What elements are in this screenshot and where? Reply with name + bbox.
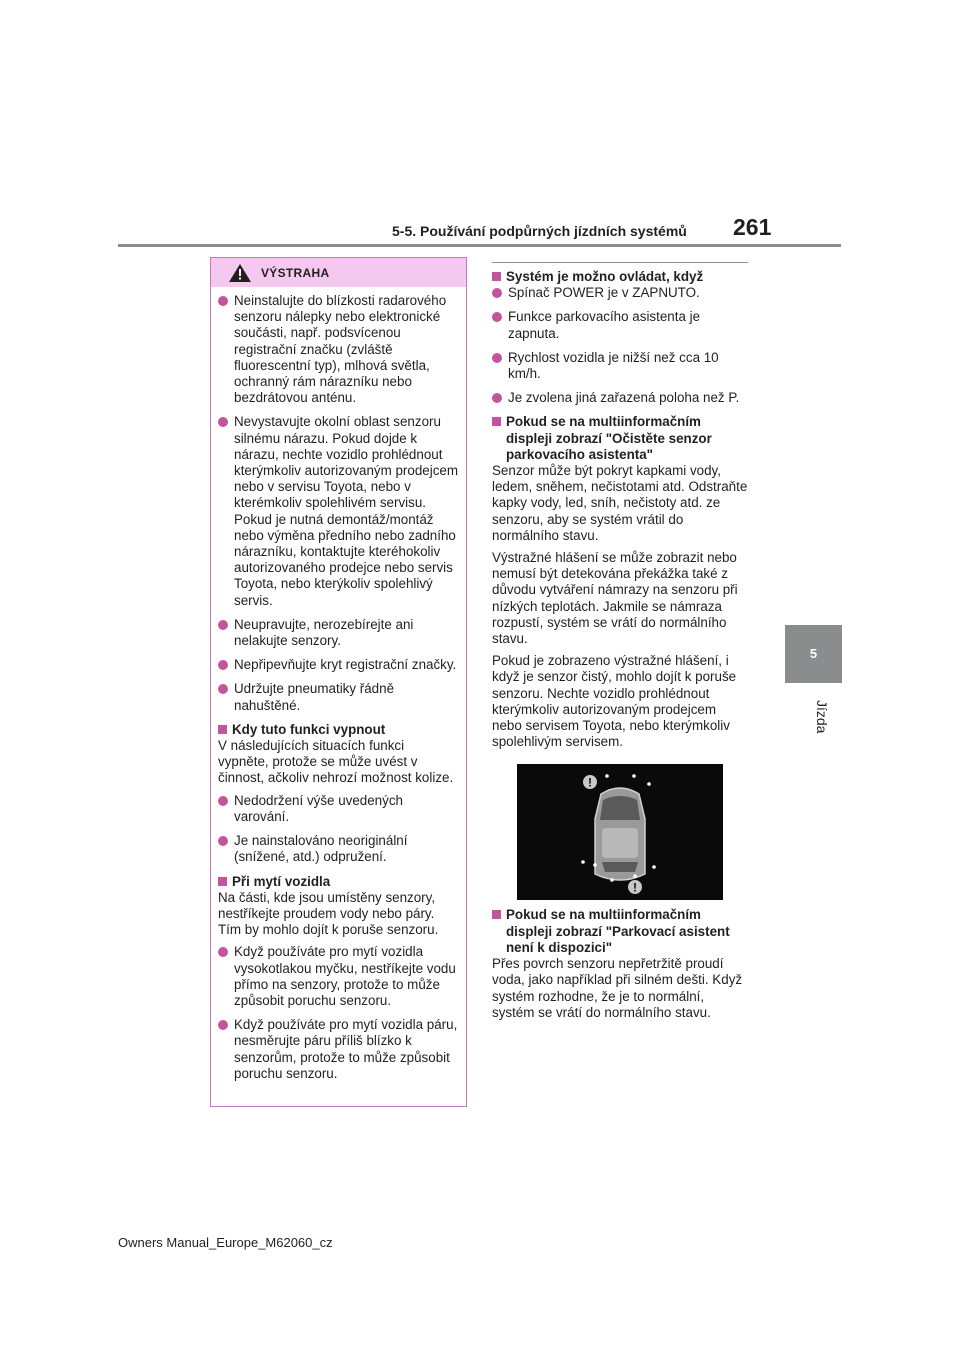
sensor-dot-icon [581, 861, 585, 865]
square-marker-icon [492, 910, 501, 919]
bullet-item [218, 657, 458, 673]
heading-text: Pokud se na multiinformačním displeji zobrazí "Parkovací asistent není k dispozici" [506, 907, 730, 955]
paragraph: Přes povrch senzoru nepřetržitě proudí voda, jako například při silném dešti. Když systém rozhodne, že je to normální, systém se vrátí do normálního stavu. [492, 956, 743, 1020]
heading-text: Systém je možno ovládat, když [506, 269, 704, 284]
car-windshield [600, 796, 640, 820]
bullet-text: Udržujte pneumatiky řádně nahuštěné. [234, 681, 395, 713]
heading-text: Při mytí vozidla [232, 873, 331, 889]
warning-box [210, 257, 467, 1107]
square-marker-icon [492, 417, 501, 426]
bullet-dot-icon [218, 796, 228, 806]
paragraph: Senzor může být pokryt kapkami vody, ledem, sněhem, nečistotami atd. Odstraňte kapky vody, led, sníh, nečistoty atd. ze senzoru, aby se systém vrátil do normálního stavu. [492, 463, 748, 543]
bullet-text: Nepřipevňujte kryt registrační značky. [234, 657, 457, 673]
warning-triangle-icon [229, 264, 251, 282]
bullet-dot-icon [218, 836, 228, 846]
bullet-text: Rychlost vozidla je nižší než cca 10 km/h. [508, 349, 719, 382]
sensor-dot-icon [633, 875, 637, 879]
bullet-item [492, 390, 748, 406]
bullet-item [218, 414, 458, 608]
bullet-dot-icon [218, 417, 228, 427]
bullet-text: Je zvolena jiná zařazená poloha než P. [508, 390, 740, 406]
sensor-dot-icon [610, 879, 614, 883]
bullet-item [218, 944, 458, 1009]
sensor-dot-icon [652, 866, 656, 870]
paragraph: Výstražné hlášení se může zobrazit nebo nemusí být detekována překážka také z důvodu vytváření námrazy na senzoru při nízkých teplotách. Jakmile se námraza rozpustí, systém se vrátí do normálního stavu. [492, 550, 738, 647]
sensor-dot-icon [632, 775, 636, 779]
alert-symbol: ! [588, 775, 592, 790]
bullet-dot-icon [218, 1020, 228, 1030]
heading-text: Pokud se na multiinformačním displeji zobrazí "Očistěte senzor parkovacího asistenta" [506, 414, 712, 462]
chapter-tab: 5 [785, 625, 842, 683]
bullet-text: Neupravujte, nerozebírejte ani nelakujte senzory. [234, 616, 414, 649]
page-number: 261 [733, 214, 772, 240]
footer-text: Owners Manual_Europe_M62060_cz [118, 1235, 333, 1250]
car-roof [602, 828, 638, 858]
sensor-dot-icon [647, 783, 651, 787]
warning-body [211, 287, 466, 1082]
square-marker-icon [218, 877, 227, 886]
warning-header [211, 258, 466, 287]
alert-symbol: ! [633, 880, 637, 895]
bullet-dot-icon [492, 353, 502, 363]
bullet-dot-icon [218, 947, 228, 957]
section-heading [218, 722, 458, 738]
bullet-dot-icon [492, 393, 502, 403]
bullet-item [218, 1017, 458, 1082]
bullet-text: Funkce parkovacího asistenta je zapnuta. [508, 309, 701, 341]
bullet-text: Když používáte pro mytí vozidla vysokotlakou myčku, nestříkejte vodu přímo na senzory, protože to může způsobit poruchu senzoru. [234, 944, 456, 1008]
section-heading [492, 414, 748, 463]
bullet-text: Nevystavujte okolní oblast senzoru silnému nárazu. Pokud dojde k nárazu, nechte vozidlo prohlédnout kterýmkoliv autorizovaným prodejcem nebo v servisu Toyota, nebo v kterémkoliv spolehlivém servisu. Pokud je nutná demontáž/montáž nebo výměna předního nebo zadního nárazníku, kontaktujte kteréhokoliv autorizovaného prodejce nebo servis Toyota, nebo kterýkoliv spolehlivý servis. [234, 414, 458, 608]
bullet-dot-icon [218, 296, 228, 306]
square-marker-icon [218, 725, 227, 734]
warning-title: VÝSTRAHA [261, 266, 330, 280]
parking-sensor-display-figure [517, 764, 723, 900]
header-title: 5-5. Používání podpůrných jízdních systémů [392, 223, 687, 239]
square-marker-icon [492, 272, 501, 281]
bullet-dot-icon [218, 684, 228, 694]
bullet-dot-icon [218, 660, 228, 670]
section-heading [492, 907, 748, 956]
section-heading [218, 874, 458, 890]
bullet-item [218, 681, 458, 713]
section-heading [492, 269, 748, 285]
bullet-item [218, 617, 458, 649]
chapter-label: Jízda [814, 700, 830, 734]
bullet-text: Spínač POWER je v ZAPNUTO. [508, 285, 700, 301]
bullet-item [492, 350, 748, 382]
bullet-text: Neinstalujte do blízkosti radarového senzoru nálepky nebo elektronické součásti, např. podsvícenou registrační značku (zvláště fluorescentní typ), mlhová světla, ochranný rám nárazníku nebo bezdrátovou anténu. [234, 293, 447, 406]
bullet-text: Nedodržení výše uvedených varování. [234, 792, 403, 824]
column-rule [492, 262, 748, 263]
paragraph: Na části, kde jsou umístěny senzory, nestříkejte proudem vody nebo páry. Tím by mohlo dojít k poruše senzoru. [218, 889, 439, 938]
paragraph: Pokud je zobrazeno výstražné hlášení, i když je senzor čistý, mohlo dojít k poruše senzoru. Nechte vozidlo prohlédnout kterýmkoliv autorizovaným prodejcem nebo servisem Toyota, nebo kterýmkoliv spolehlivým servisem. [492, 653, 737, 750]
bullet-text: Když používáte pro mytí vozidla páru, nesměrujte páru příliš blízko k senzorům, protože to může způsobit poruchu senzoru. [234, 1017, 458, 1081]
bullet-dot-icon [492, 312, 502, 322]
bullet-item [492, 285, 748, 301]
bullet-dot-icon [492, 288, 502, 298]
paragraph: V následujících situacích funkci vypněte, protože se může uvést v činnost, ačkoliv nehrozí možnost kolize. [218, 738, 454, 786]
sensor-dot-icon [593, 864, 597, 868]
bullet-item [218, 293, 458, 406]
heading-text: Kdy tuto funkci vypnout [232, 721, 386, 737]
sensor-dot-icon [605, 775, 609, 779]
bullet-item [218, 793, 458, 825]
header-rule [118, 244, 841, 247]
car-rear-window [602, 862, 638, 872]
bullet-item [218, 833, 458, 865]
right-column [492, 262, 748, 1027]
bullet-item [492, 309, 748, 341]
bullet-dot-icon [218, 620, 228, 630]
bullet-text: Je nainstalováno neoriginální (snížené, atd.) odpružení. [234, 833, 408, 865]
